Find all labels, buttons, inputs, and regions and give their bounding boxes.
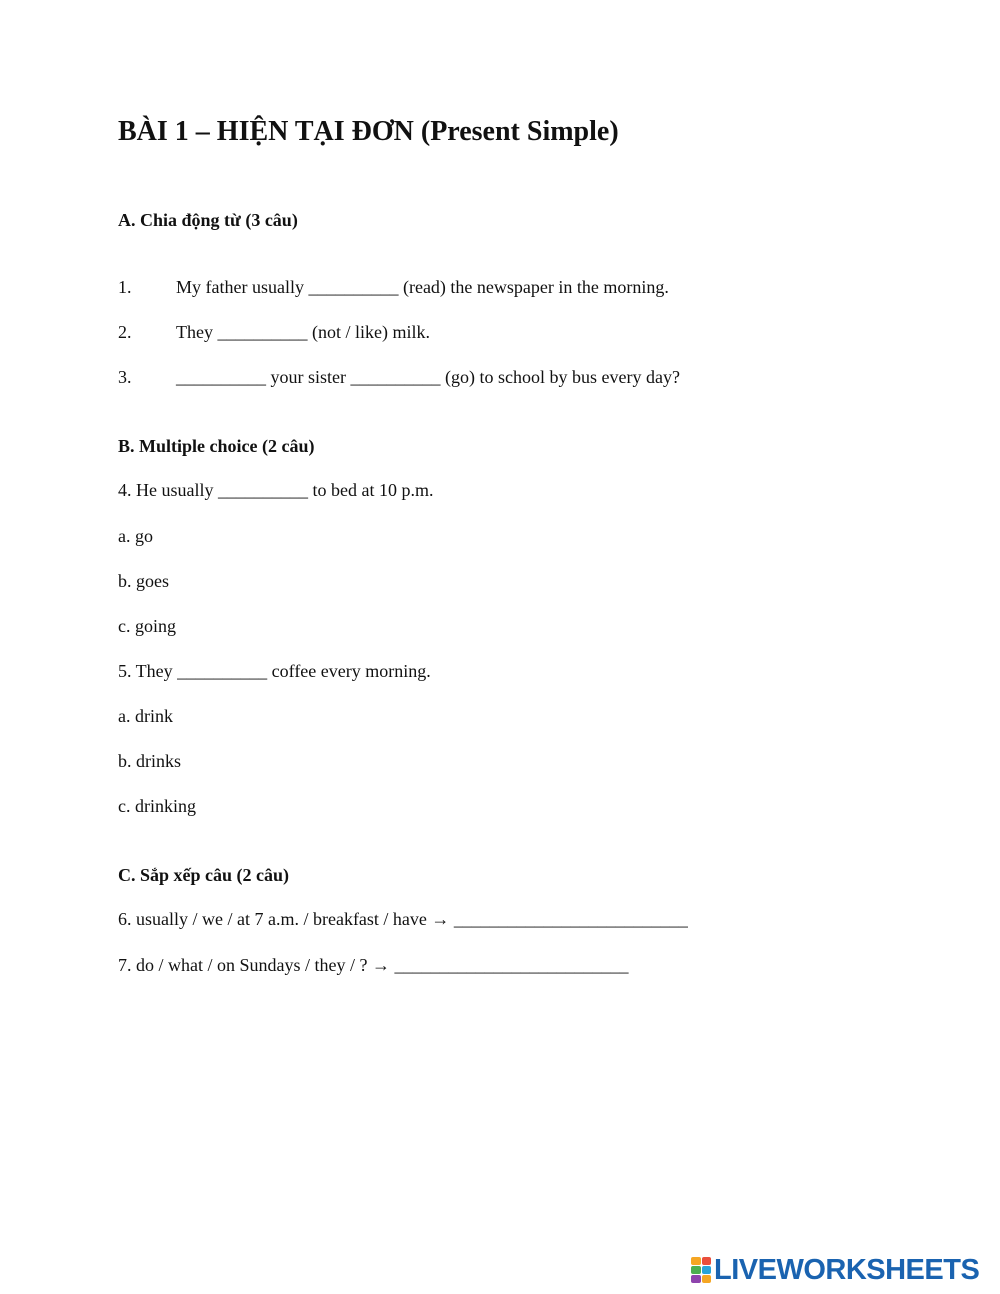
question-6: 6. usually / we / at 7 a.m. / breakfast / have → __________________________ <box>118 909 688 929</box>
question-text: They __________ (not / like) milk. <box>176 322 430 342</box>
option-4c: c. going <box>118 616 176 636</box>
logo-block <box>691 1257 701 1265</box>
option-5c: c. drinking <box>118 796 196 816</box>
section-c-heading: C. Sắp xếp câu (2 câu) <box>118 865 290 885</box>
logo-block <box>691 1275 701 1283</box>
option-5b: b. drinks <box>118 751 181 771</box>
question-5: 5. They __________ coffee every morning. <box>118 661 431 681</box>
question-number: 1. <box>118 277 132 297</box>
question-1 <box>118 277 669 298</box>
section-a-heading: A. Chia động từ (3 câu) <box>118 210 298 230</box>
question-3 <box>118 367 680 388</box>
question-4: 4. He usually __________ to bed at 10 p.m. <box>118 480 434 500</box>
option-4b: b. goes <box>118 571 169 591</box>
section-b-heading: B. Multiple choice (2 câu) <box>118 436 315 456</box>
logo-text: LIVEWORKSHEETS <box>714 1253 980 1286</box>
question-number: 3. <box>118 367 132 387</box>
question-7: 7. do / what / on Sundays / they / ? → __________________________ <box>118 955 629 975</box>
question-number: 2. <box>118 322 132 342</box>
option-5a: a. drink <box>118 706 173 726</box>
page-title: BÀI 1 – HIỆN TẠI ĐƠN (Present Simple) <box>118 116 619 147</box>
question-text: My father usually __________ (read) the newspaper in the morning. <box>176 277 669 297</box>
option-4a: a. go <box>118 526 153 546</box>
question-2 <box>118 322 430 343</box>
logo-block <box>691 1266 701 1274</box>
logo-block <box>702 1257 712 1265</box>
logo-block <box>702 1275 712 1283</box>
logo-block <box>702 1266 712 1274</box>
question-text: __________ your sister __________ (go) to school by bus every day? <box>176 367 680 387</box>
liveworksheets-logo <box>691 1254 979 1286</box>
logo-mark-icon <box>691 1257 711 1283</box>
